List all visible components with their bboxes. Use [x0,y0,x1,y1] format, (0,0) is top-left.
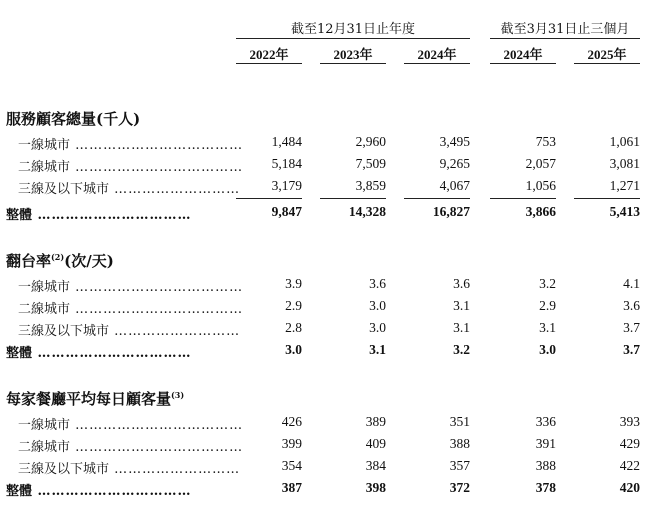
cell: 4,067 [439,178,470,193]
total-cell: 378 [535,480,556,495]
row-label: 二線城市 ……………………………… [18,302,244,317]
group-header-quarterly: 截至3月31日止三個月 [500,22,630,37]
row-label: 二線城市 ……………………………… [18,160,244,175]
cell: 9,265 [439,156,470,171]
cell: 2.9 [539,298,556,313]
total-cell: 9,847 [271,204,302,219]
total-cell: 3.0 [285,342,302,357]
cell: 3.6 [453,276,470,291]
group-rule-annual [236,38,470,39]
year-header-1: 2022年 [249,47,289,62]
row-label: 一線城市 ……………………………… [18,418,244,433]
row-label: 一線城市 ……………………………… [18,138,244,153]
group-header-annual: 截至12月31日止年度 [290,22,416,37]
total-cell: 14,328 [348,204,386,219]
cell: 3.1 [539,320,556,335]
total-label: 整體 …………………………… [6,208,192,223]
year-header-5: 2025年 [587,47,627,62]
total-label: 整體 …………………………… [6,346,192,361]
cell: 389 [365,414,386,429]
year-rule-2 [320,63,386,64]
cell: 3.6 [623,298,640,313]
total-cell: 3.7 [623,342,640,357]
subtotal-rule [320,198,386,199]
row-label: 三線及以下城市 ……………………… [18,324,241,339]
cell: 388 [535,458,556,473]
row-label: 三線及以下城市 ……………………… [18,182,241,197]
cell: 409 [365,436,386,451]
cell: 2,057 [525,156,556,171]
cell: 2,960 [355,134,386,149]
total-cell: 5,413 [609,204,640,219]
cell: 1,484 [271,134,302,149]
total-cell: 372 [449,480,470,495]
cell: 422 [619,458,640,473]
cell: 1,056 [525,178,556,193]
cell: 1,061 [609,134,640,149]
cell: 429 [619,436,640,451]
cell: 399 [281,436,302,451]
cell: 1,271 [609,178,640,193]
total-cell: 3,866 [525,204,556,219]
total-cell: 3.1 [369,342,386,357]
cell: 426 [281,414,302,429]
cell: 2.9 [285,298,302,313]
total-cell: 387 [281,480,302,495]
cell: 354 [281,458,302,473]
total-cell: 420 [619,480,640,495]
cell: 3,179 [271,178,302,193]
cell: 3.9 [285,276,302,291]
cell: 388 [449,436,470,451]
year-rule-3 [404,63,470,64]
total-cell: 398 [365,480,386,495]
cell: 336 [535,414,556,429]
year-header-3: 2024年 [417,47,457,62]
cell: 3.1 [453,298,470,313]
row-label: 三線及以下城市 ……………………… [18,462,241,477]
cell: 393 [619,414,640,429]
subtotal-rule [490,198,556,199]
cell: 4.1 [623,276,640,291]
row-label: 一線城市 ……………………………… [18,280,244,295]
cell: 3.6 [369,276,386,291]
cell: 3.2 [539,276,556,291]
year-rule-1 [236,63,302,64]
total-cell: 3.0 [539,342,556,357]
cell: 3,081 [609,156,640,171]
cell: 357 [449,458,470,473]
year-rule-4 [490,63,556,64]
total-label: 整體 …………………………… [6,484,192,499]
subtotal-rule [236,198,302,199]
year-header-2: 2023年 [333,47,373,62]
cell: 3.7 [623,320,640,335]
cell: 351 [449,414,470,429]
section-title-turnover: 翻台率$^{(2)}$(次/天) [6,252,114,270]
section-title-daily-customers: 每家餐廳平均每日顧客量$^{(3)}$ [6,390,185,408]
cell: 3.1 [453,320,470,335]
cell: 3,495 [439,134,470,149]
subtotal-rule [404,198,470,199]
cell: 3.0 [369,298,386,313]
cell: 7,509 [355,156,386,171]
group-rule-quarterly [490,38,640,39]
cell: 384 [365,458,386,473]
row-label: 二線城市 ……………………………… [18,440,244,455]
total-cell: 16,827 [432,204,470,219]
subtotal-rule [574,198,640,199]
cell: 5,184 [271,156,302,171]
year-header-4: 2024年 [503,47,543,62]
total-cell: 3.2 [453,342,470,357]
year-rule-5 [574,63,640,64]
cell: 3,859 [355,178,386,193]
cell: 3.0 [369,320,386,335]
cell: 391 [535,436,556,451]
cell: 753 [535,134,556,149]
section-title-customers: 服務顧客總量(千人) [6,110,141,128]
cell: 2.8 [285,320,302,335]
